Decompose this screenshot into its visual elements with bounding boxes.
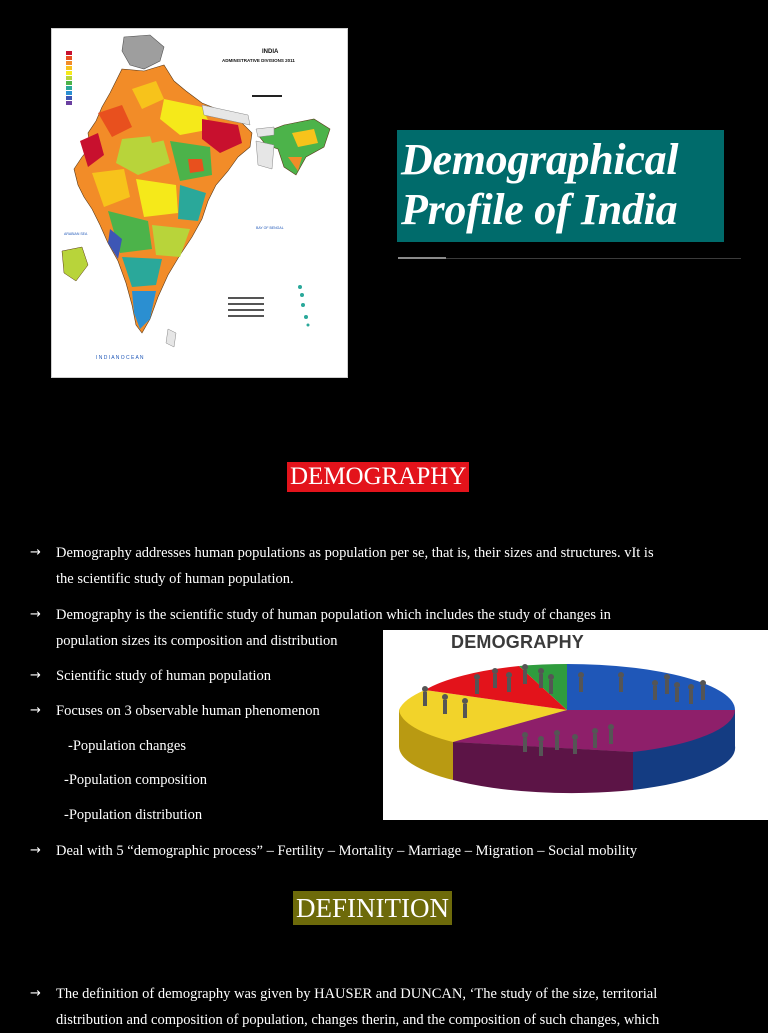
arrow-icon: → (30, 703, 41, 718)
map-ocean-label: I N D I A N O C E A N (96, 355, 144, 361)
sub-item-population-changes: -Population changes (68, 738, 186, 754)
bullet-text: Demography addresses human populations as population per se, that is, their sizes and structures. vIt is (56, 545, 654, 561)
map-legend (66, 51, 72, 105)
india-map-image (51, 28, 348, 378)
sub-item-population-composition: -Population composition (64, 772, 207, 788)
india-map-graphic (52, 29, 347, 377)
bullet-text: Demography is the scientific study of human population which includes the study of changes in (56, 607, 611, 623)
arrow-icon: → (30, 607, 41, 622)
sub-item-population-distribution: -Population distribution (64, 807, 203, 823)
bullet-text: Scientific study of human population (56, 668, 272, 684)
definition-heading: DEFINITION (293, 891, 452, 925)
bullet-text: Deal with 5 “demographic process” – Fertility – Mortality – Marriage – Migration – Social mobility (56, 843, 638, 859)
bullet-text: population sizes its composition and distribution (56, 633, 338, 649)
pie-image-label: DEMOGRAPHY (451, 632, 585, 652)
map-heading-line1: INDIA (262, 49, 279, 55)
definition-bullet (30, 981, 750, 1033)
demography-pie-image (383, 630, 768, 820)
title-divider-accent (398, 257, 446, 259)
bullet-item (30, 698, 370, 724)
demography-heading: DEMOGRAPHY (287, 462, 469, 492)
title-line-2: Profile of India (401, 185, 678, 234)
title-line-1: Demographical (401, 135, 679, 184)
map-heading-line2: ADMINISTRATIVE DIVISIONS 2011 (222, 58, 295, 63)
arrow-icon: → (30, 668, 41, 683)
arrow-icon: → (30, 545, 41, 560)
process-bullet (30, 838, 750, 864)
bullet-item (30, 540, 740, 592)
arrow-icon: → (30, 843, 41, 858)
bullet-text: the scientific study of human population. (56, 571, 294, 587)
arrow-icon: → (30, 986, 41, 1001)
map-bay-label: BAY OF BENGAL (256, 226, 284, 230)
slide-title (397, 130, 724, 242)
bullet-text: distribution and composition of population, changes therin, and the composition of such changes, which (56, 1012, 660, 1028)
bullet-item (30, 663, 370, 689)
map-sea-label: ARABIAN SEA (64, 232, 88, 236)
bullet-text: The definition of demography was given by HAUSER and DUNCAN, ‘The study of the size, territorial (56, 986, 658, 1002)
title-divider (398, 258, 741, 259)
bullet-text: Focuses on 3 observable human phenomenon (56, 703, 320, 719)
pie-graphic (383, 630, 768, 820)
